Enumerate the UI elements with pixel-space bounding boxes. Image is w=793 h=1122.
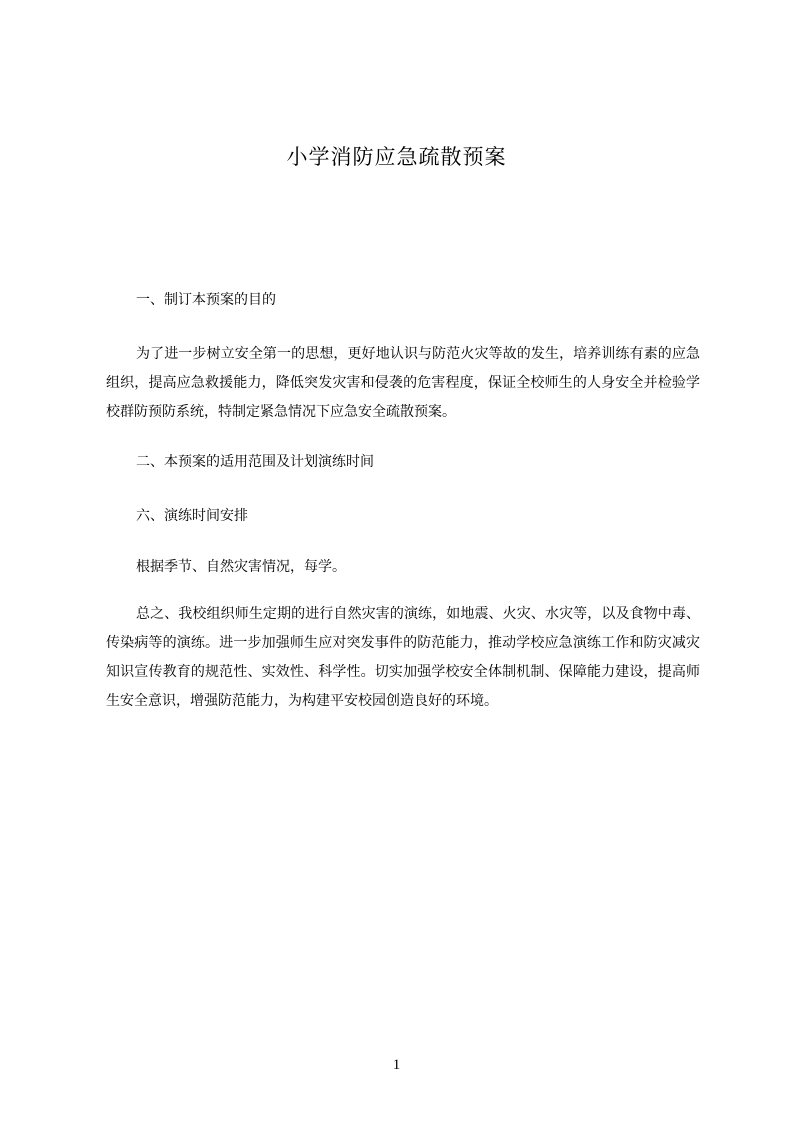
section-heading-purpose: 一、制订本预案的目的 xyxy=(136,292,276,308)
section-heading-scope: 二、本预案的适用范围及计划演练时间 xyxy=(136,454,374,470)
schedule-paragraph: 根据季节、自然灾害情况，每学。 xyxy=(136,559,346,575)
page-number: 1 xyxy=(392,1057,401,1073)
document-title: 小学消防应急疏散预案 xyxy=(286,145,507,169)
purpose-paragraph: 为了进一步树立安全第一的思想，更好地认识与防范火灾等故的发生，培养训练有素的应急组织，提高应急救援能力，降低突发灾害和侵袭的危害程度，保证全校师生的人身安全并检验学校群防预防系统，特制定紧急情况下应急安全疏散预案。 xyxy=(106,346,700,420)
summary-paragraph: 总之、我校组织师生定期的进行自然灾害的演练，如地震、火灾、水灾等，以及食物中毒、传染病等的演练。进一步加强师生应对突发事件的防范能力，推动学校应急演练工作和防灾减灾知识宣传教育的规范性、实效性、科学性。切实加强学校安全体制机制、保障能力建设，提高师生安全意识，增强防范能力，为构建平安校园创造良好的环境。 xyxy=(106,606,700,709)
section-heading-schedule: 六、演练时间安排 xyxy=(136,508,248,524)
